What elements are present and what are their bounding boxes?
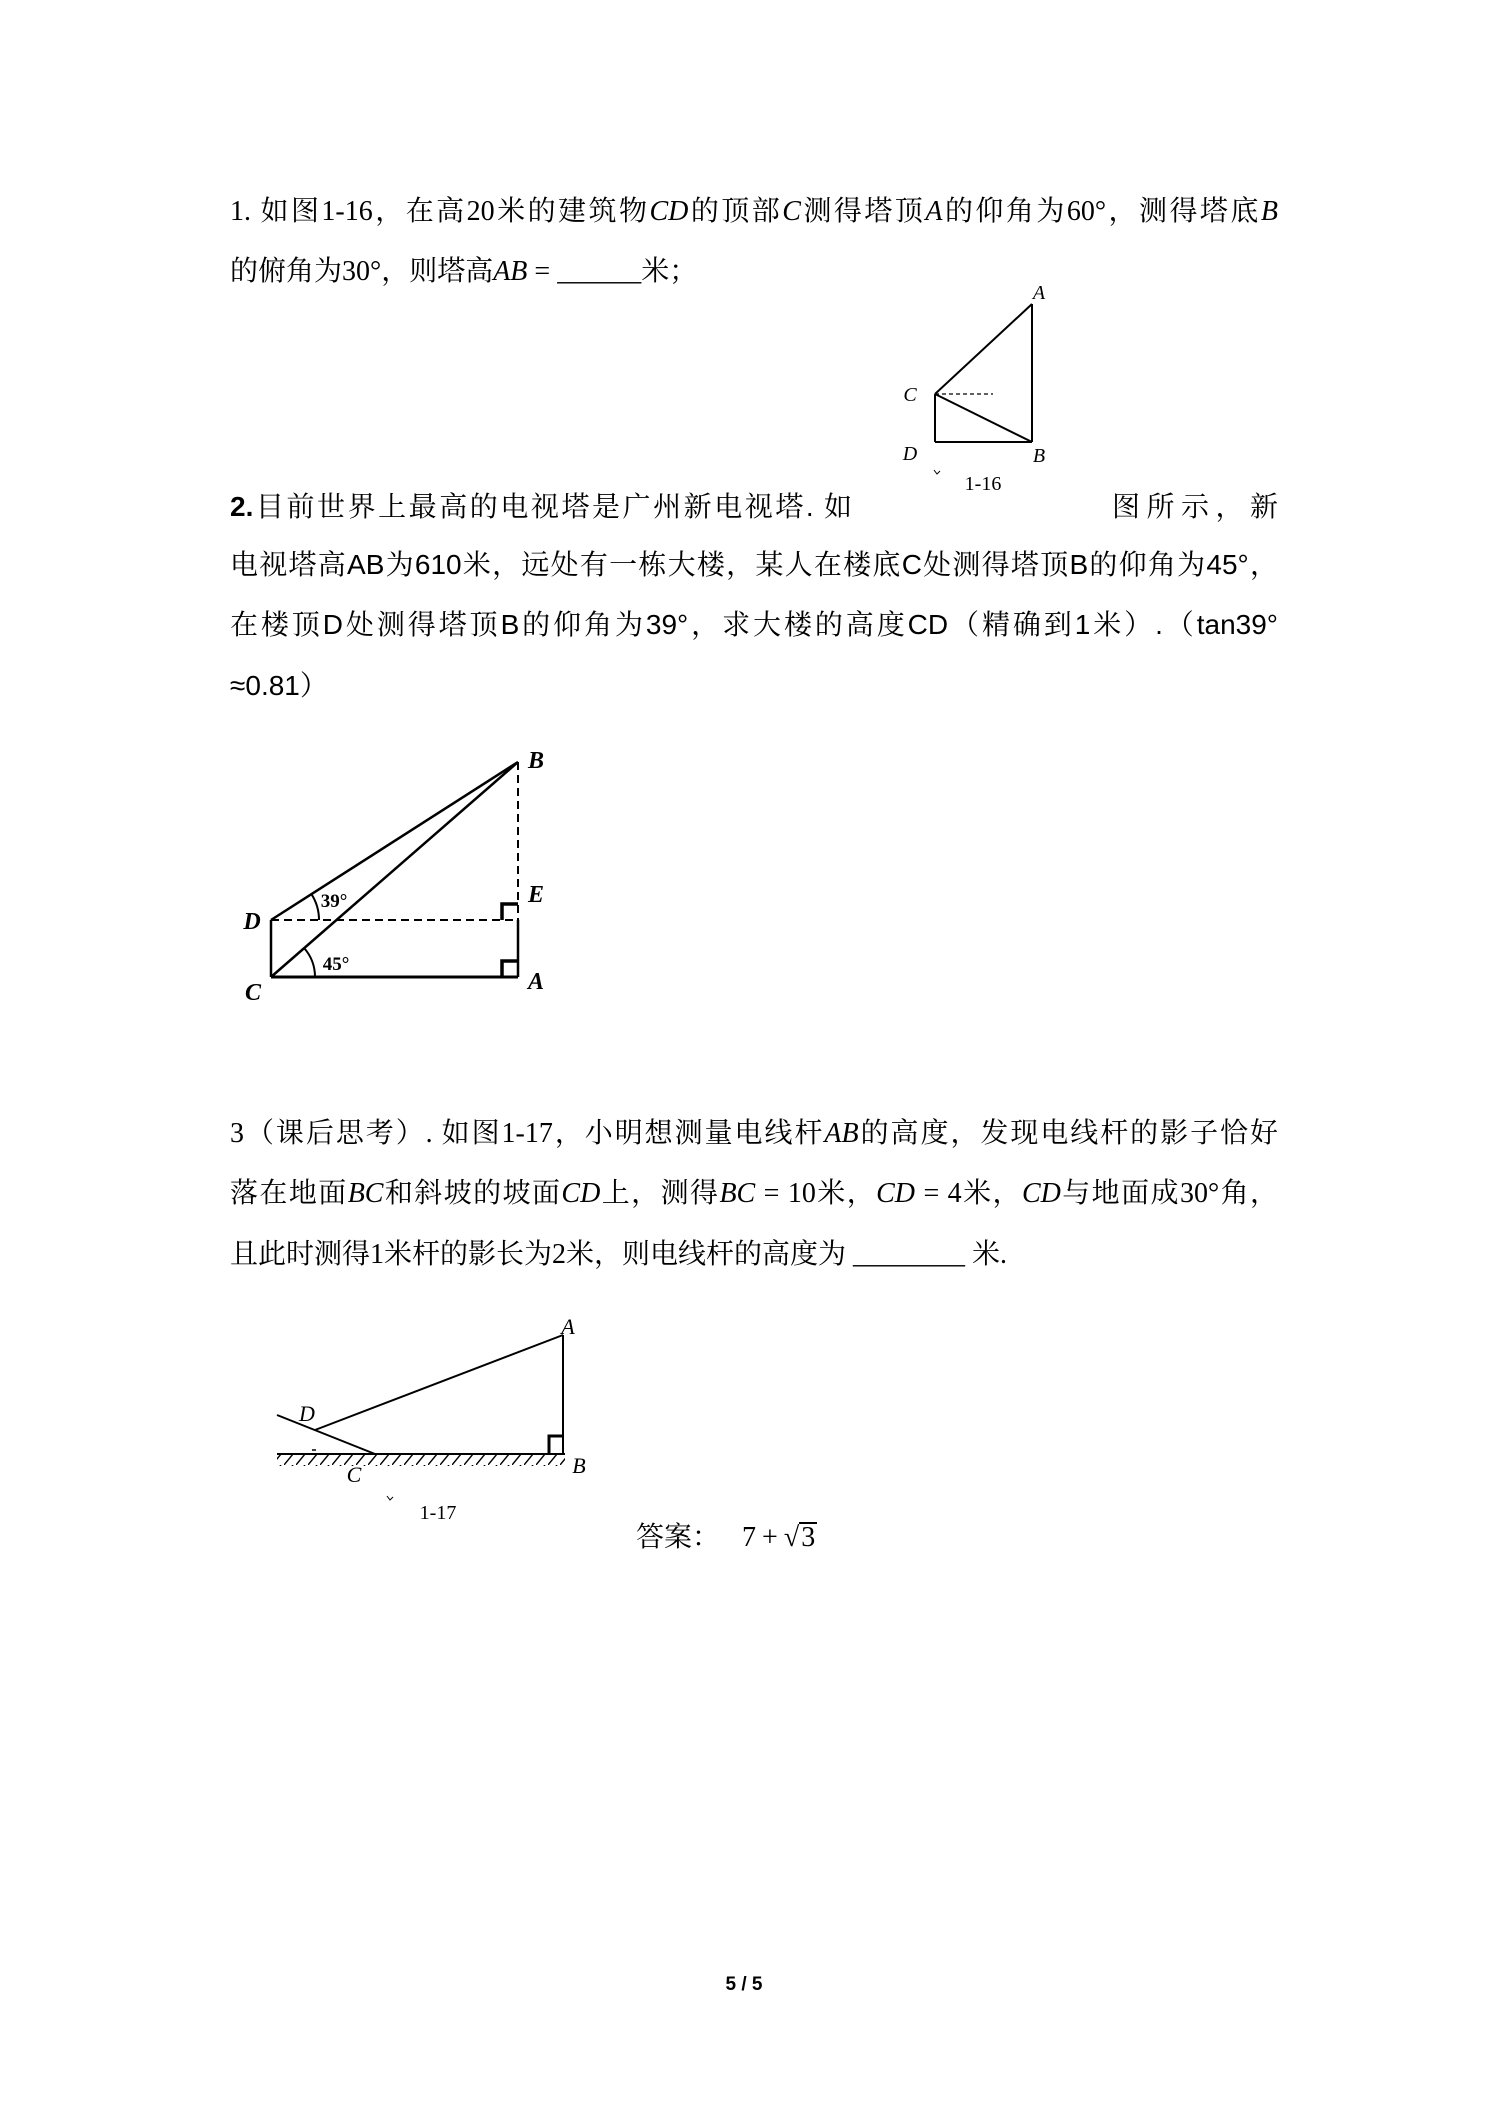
text-segment: 落在地面: [230, 1178, 348, 1209]
angle-label-d: 39°: [320, 891, 348, 912]
label-d: D: [902, 443, 918, 465]
line-ca: [935, 304, 1032, 394]
text-segment: 上，测得: [600, 1178, 720, 1209]
page-number: 5 / 5: [725, 1974, 763, 1995]
math-symbol: CD: [1021, 1178, 1061, 1209]
answer-label: 答案：: [636, 1522, 721, 1553]
label-c: C: [903, 384, 917, 406]
math-symbol: AB: [824, 1118, 859, 1149]
text-segment: 和斜坡的坡面: [383, 1178, 562, 1209]
problem-2-line-1-left: [230, 485, 852, 529]
figure-tower-building: [230, 740, 560, 1010]
problem-1-line-1: [230, 190, 1278, 234]
angle-label-c: 45°: [322, 954, 350, 975]
math-symbol: BC: [719, 1178, 756, 1209]
angle-arc-d: [311, 894, 319, 920]
text-segment: 1. 如图1-16，在高20米的建筑物: [230, 196, 650, 227]
small-mark: [387, 1496, 393, 1500]
label-c: C: [244, 980, 262, 1006]
radical-sign: √: [783, 1522, 800, 1553]
label-e: E: [527, 882, 545, 908]
math-symbol: A: [925, 196, 943, 227]
problem-2-line-1-right: [1112, 485, 1278, 529]
label-a: A: [561, 1314, 575, 1339]
text-segment: 的高度，发现电线杆的影子恰好: [858, 1118, 1278, 1149]
label-d: D: [299, 1401, 315, 1426]
figure-1-17: [260, 1300, 600, 1530]
text-segment: 3（课后思考）. 如图1-17，小明想测量电线杆: [230, 1118, 825, 1149]
math-symbol: B: [1260, 196, 1278, 227]
label-b: B: [572, 1453, 586, 1478]
text-segment: ≈0.81）: [230, 670, 328, 701]
answer: [636, 1516, 817, 1560]
label-a: A: [1032, 282, 1046, 304]
line-cb: [271, 762, 518, 977]
radicand: 3: [801, 1522, 816, 1553]
math-symbol: BC: [347, 1178, 384, 1209]
label-d: D: [243, 909, 261, 935]
text-segment: 与地面成30°角，: [1060, 1178, 1278, 1209]
text-segment: 测得塔顶: [800, 196, 926, 227]
math-symbol: AB: [493, 256, 528, 287]
problem-3-line-1: [230, 1112, 1278, 1156]
angle-arc-c: [304, 948, 315, 977]
right-angle-a: [502, 961, 518, 977]
text-segment: 米；: [641, 256, 698, 287]
line-db: [271, 762, 518, 920]
label-b: B: [527, 748, 545, 774]
text-segment: 图所示，新: [1112, 491, 1278, 522]
text-segment: = 4米，: [915, 1178, 1022, 1209]
answer-blank: ______: [557, 256, 642, 287]
slope-line: [277, 1415, 375, 1454]
ground-hatching: [277, 1455, 565, 1466]
figure-1-16: [890, 280, 1060, 500]
problem-3-line-2: [230, 1172, 1278, 1216]
problem-2-line-4: [230, 664, 1278, 708]
figure-caption: 1-17: [419, 1502, 457, 1524]
right-angle-b: [549, 1436, 563, 1454]
math-symbol: CD: [649, 196, 689, 227]
label-b: B: [1032, 445, 1046, 467]
right-angle-e: [502, 904, 518, 920]
text-segment: 且此时测得1米杆的影长为2米，则电线杆的高度为 ________ 米.: [230, 1239, 1008, 1270]
math-symbol: CD: [561, 1178, 601, 1209]
text-segment: = 10米，: [755, 1178, 877, 1209]
text-segment: 的仰角为60°，测得塔底: [942, 196, 1261, 227]
answer-operator: +: [762, 1522, 778, 1553]
line-ad: [315, 1335, 563, 1430]
math-symbol: C: [782, 196, 801, 227]
problem-2-line-3: [230, 603, 1278, 647]
small-mark: [934, 470, 940, 474]
text-segment: 电视塔高AB为610米，远处有一栋大楼，某人在楼底C处测得塔顶B的仰角为45°，: [230, 549, 1278, 580]
text-segment: 目前世界上最高的电视塔是广州新电视塔. 如: [253, 491, 852, 522]
problem-1-line-2: [230, 250, 1278, 294]
line-cb: [935, 394, 1032, 442]
label-c: C: [346, 1462, 362, 1487]
answer-term: 7: [742, 1522, 757, 1553]
problem-3-line-3: [230, 1233, 1278, 1277]
math-symbol: CD: [876, 1178, 916, 1209]
figure-caption: 1-16: [964, 473, 1002, 495]
label-a: A: [527, 969, 545, 995]
text-segment: =: [527, 256, 558, 287]
problem-number: 2.: [230, 491, 254, 522]
text-segment: 的顶部: [688, 196, 783, 227]
text-segment: 的俯角为30°，则塔高: [230, 256, 494, 287]
problem-2-line-2: [230, 543, 1278, 587]
text-segment: 在楼顶D处测得塔顶B的仰角为39°，求大楼的高度CD（精确到1米）.（tan39°: [230, 609, 1278, 640]
